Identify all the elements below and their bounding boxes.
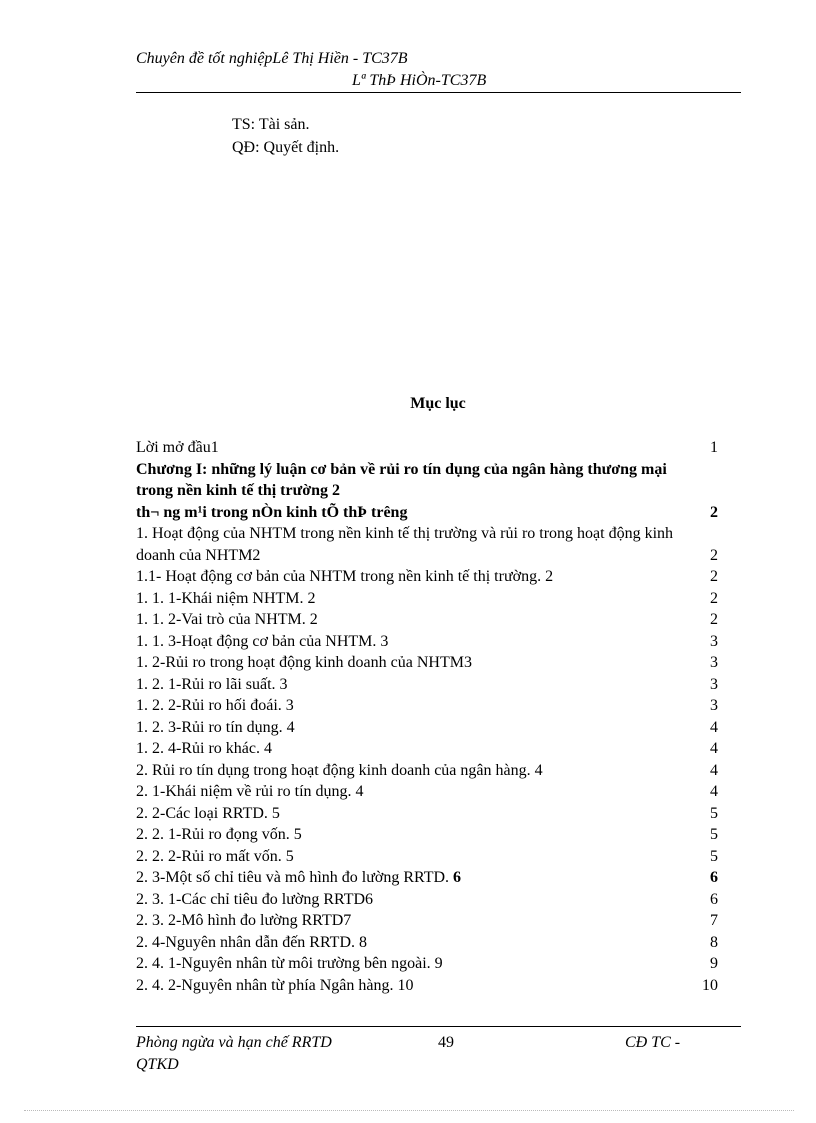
toc-entry-text: 1. 2. 4-Rủi ro khác. 4 [136,740,272,757]
toc-entry-page: 1 [710,439,718,456]
toc-entry-page: 4 [710,740,718,757]
toc-entry-text: 2. 3. 2-Mô hình đo lường RRTD7 [136,912,352,929]
toc-entry-text: 1. 1. 1-Khái niệm NHTM. 2 [136,589,316,607]
toc-entry-text: 2. 2. 1-Rủi ro đọng vốn. 5 [136,826,302,843]
toc-entry-text: 2. 4. 1-Nguyên nhân từ môi trường bên ngoài. 9 [136,955,443,972]
toc-entry-text: 1.1- Hoạt động cơ bản của NHTM trong nền kinh tế thị trường. 2 [136,568,554,585]
footer-left-line2: QTKD [136,1056,179,1073]
toc-entry-page: 5 [710,826,718,843]
toc-entry-text: 2. 1-Khái niệm về rủi ro tín dụng. 4 [136,783,364,800]
toc-entry-page: 3 [710,697,718,714]
toc-entry-text: 1. 1. 2-Vai trò của NHTM. 2 [136,611,318,628]
table-of-contents [136,437,718,996]
toc-entry [136,437,718,459]
header-rule [136,92,741,93]
toc-entry-text: Chương I: những lý luận cơ bản về rủi ro tín dụng của ngân hàng thương mại trong nền kinh tế thị trường 2 [136,460,667,499]
toc-entry-text: 2. 2. 2-Rủi ro mất vốn. 5 [136,847,294,865]
toc-entry-text: 2. Rủi ro tín dụng trong hoạt động kinh doanh của ngân hàng. 4 [136,761,543,779]
toc-entry-text: 2. 3-Một số chỉ tiêu và mô hình đo lường RRTD. [136,869,450,886]
toc-entry [136,588,718,610]
toc-entry-page: 2 [710,611,718,628]
toc-entry-page: 3 [710,654,718,671]
toc-entry [136,652,718,674]
header-title: Chuyên đề tốt nghiệpLê Thị Hiền - TC37B [136,50,408,67]
footer-left-line1: Phòng ngừa và hạn chế RRTD [136,1034,332,1051]
toc-entry-page: 7 [710,912,718,929]
toc-entry [136,867,718,889]
toc-entry-text: 1. 2. 3-Rủi ro tín dụng. 4 [136,718,295,736]
toc-entry [136,695,718,717]
toc-entry-text-bold: 6 [449,869,462,886]
toc-entry [136,803,718,825]
toc-entry-page: 2 [710,589,718,607]
toc-entry [136,631,718,653]
toc-entry [136,674,718,696]
toc-entry [136,738,718,760]
abbreviation-ts: TS: Tài sản. [232,116,310,133]
toc-entry-page: 2 [710,568,718,585]
toc-entry [136,975,718,997]
toc-entry [136,566,718,588]
toc-entry-page: 4 [710,718,718,736]
toc-entry-text: 1. 2-Rủi ro trong hoạt động kinh doanh của NHTM3 [136,654,472,671]
toc-entry-page: 5 [710,847,718,865]
toc-entry-page: 8 [710,933,718,951]
toc-entry-page: 5 [710,804,718,822]
footer-page-number: 49 [438,1034,454,1051]
toc-entry-text: 1. 2. 1-Rủi ro lãi suất. 3 [136,675,288,693]
toc-entry-text: th¬ ng m¹i trong nÒn kinh tÕ thÞ trêng [136,503,408,521]
toc-entry-page: 3 [710,632,718,650]
toc-entry [136,781,718,803]
toc-entry-text: 2. 4-Nguyên nhân dẫn đến RRTD. 8 [136,933,367,951]
toc-entry-page: 4 [710,761,718,779]
toc-entry [136,459,718,502]
toc-entry [136,824,718,846]
toc-entry [136,932,718,954]
toc-entry-text: 1. Hoạt động của NHTM trong nền kinh tế thị trường và rủi ro trong hoạt động kinh doanh của NHTM2 [136,525,674,564]
toc-entry-page: 2 [710,503,718,521]
toc-entry-page: 10 [702,976,718,994]
toc-entry [136,717,718,739]
toc-entry-text: 1. 1. 3-Hoạt động cơ bản của NHTM. 3 [136,632,389,650]
toc-entry-page: 2 [710,546,718,564]
toc-entry [136,889,718,911]
toc-entry [136,523,718,566]
abbreviation-qd: QĐ: Quyết định. [232,139,340,156]
toc-entry-page: 4 [710,783,718,800]
toc-entry-page: 6 [710,890,718,908]
page-bottom-dotted-line [24,1110,794,1111]
toc-entry [136,910,718,932]
toc-entry [136,760,718,782]
footer-rule [136,1026,741,1027]
header-author-garbled: Lª ThÞ HiÒn-TC37B [352,72,487,89]
toc-entry [136,609,718,631]
toc-entry-text: 2. 4. 2-Nguyên nhân từ phía Ngân hàng. 10 [136,976,414,994]
toc-entry-text: 1. 2. 2-Rủi ro hối đoái. 3 [136,697,294,714]
footer-right: CĐ TC - [625,1034,681,1051]
toc-entry-text: 2. 2-Các loại RRTD. 5 [136,804,280,822]
toc-title: Mục lục [410,395,466,412]
toc-entry-text: 2. 3. 1-Các chỉ tiêu đo lường RRTD6 [136,890,374,908]
toc-entry [136,502,718,524]
toc-entry-text: Lời mở đầu1 [136,439,219,456]
toc-entry-page: 9 [710,955,718,972]
toc-entry-page: 6 [710,869,718,886]
toc-entry [136,846,718,868]
toc-entry [136,953,718,975]
toc-entry-page: 3 [710,675,718,693]
